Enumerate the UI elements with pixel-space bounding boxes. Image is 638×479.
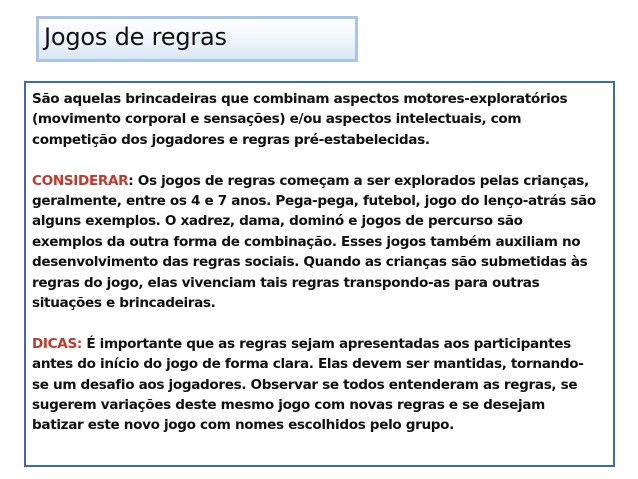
dicas-line: se um desafio aos jogadores. Observar se todos entenderam as regras, se [32, 376, 578, 393]
dicas-label: DICAS: [32, 335, 82, 352]
considerar-line: desenvolvimento das regras sociais. Quando as crianças são submetidas às [32, 254, 588, 271]
definition-line: competição dos jogadores e regras pré-estabelecidas. [32, 131, 430, 148]
considerar-line [32, 171, 607, 191]
paragraph-gap [32, 313, 607, 333]
dicas-line: sugerem variações deste mesmo jogo com novas regras e se desejam [32, 397, 545, 414]
dicas-line: batizar este novo jogo com nomes escolhidos pelo grupo. [32, 417, 454, 434]
considerar-line: regras do jogo, elas vivenciam tais regras transpondo-as para outras [32, 274, 540, 291]
definition-line: São aquelas brincadeiras que combinam aspectos motores-exploratórios [32, 91, 568, 107]
considerar-line: geralmente, entre os 4 e 7 anos. Pega-pega, futebol, jogo do lenço-atrás são [32, 193, 596, 210]
title-box [36, 16, 358, 62]
dicas-line: antes do início do jogo de forma clara. Elas devem ser mantidas, tornando- [32, 356, 584, 373]
considerar-line: situações e brincadeiras. [32, 295, 216, 312]
dicas-text: É importante que as regras sejam apresentadas aos participantes [81, 335, 571, 352]
content-box [24, 81, 615, 467]
dicas-line [32, 334, 607, 354]
paragraph-gap [32, 150, 607, 170]
considerar-line: exemplos da outra forma de combinação. Esses jogos também auxiliam no [32, 233, 581, 250]
slide-title: Jogos de regras [44, 23, 227, 51]
definition-line: (movimento corporal e sensações) e/ou aspectos intelectuais, com [32, 111, 522, 128]
considerar-label: CONSIDERAR [32, 172, 129, 189]
considerar-line: alguns exemplos. O xadrez, dama, dominó e jogos de percurso são [32, 213, 523, 230]
considerar-text: : Os jogos de regras começam a ser explorados pelas crianças, [128, 172, 589, 189]
content-text [32, 89, 607, 436]
